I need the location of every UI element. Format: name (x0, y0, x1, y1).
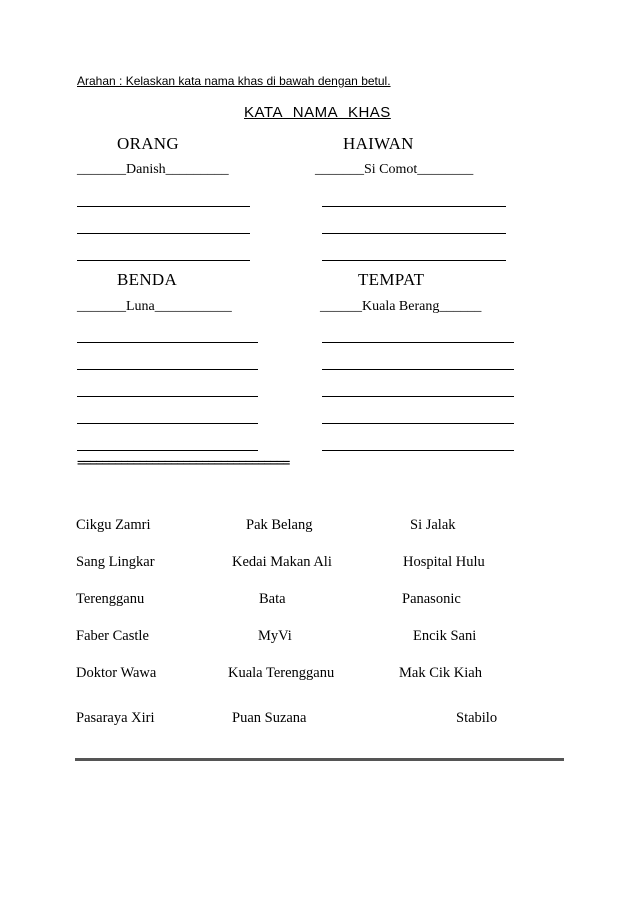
answer-line-tempat-2[interactable] (322, 369, 514, 370)
word-panasonic: Panasonic (402, 591, 461, 607)
example-haiwan-post: ________ (417, 162, 474, 177)
word-sang-lingkar: Sang Lingkar (76, 554, 155, 570)
answer-line-benda-4[interactable] (77, 423, 258, 424)
word-kuala-terengganu: Kuala Terengganu (228, 665, 335, 681)
answer-line-tempat-3[interactable] (322, 396, 514, 397)
word-cikgu-zamri: Cikgu Zamri (76, 517, 151, 533)
example-haiwan (315, 162, 473, 178)
answer-line-tempat-1[interactable] (322, 342, 514, 343)
heading-tempat: TEMPAT (358, 270, 425, 289)
example-orang (77, 162, 229, 178)
word-mak-cik-kiah: Mak Cik Kiah (399, 665, 482, 681)
example-orang-word: Danish (126, 162, 166, 177)
page-title: KATA NAMA KHAS (244, 104, 391, 121)
separator: ================================== (77, 456, 289, 471)
answer-line-haiwan-2[interactable] (322, 233, 506, 234)
word-myvi: MyVi (258, 628, 292, 644)
example-tempat-post: ______ (439, 299, 482, 314)
answer-line-orang-1[interactable] (77, 206, 250, 207)
instruction-text: Arahan : Kelaskan kata nama khas di bawah dengan betul. (77, 74, 391, 88)
word-terengganu: Terengganu (76, 591, 145, 607)
word-bata: Bata (259, 591, 286, 607)
word-pasaraya-xiri: Pasaraya Xiri (76, 710, 155, 726)
answer-line-benda-5[interactable] (77, 450, 258, 451)
answer-line-tempat-4[interactable] (322, 423, 514, 424)
example-orang-post: _________ (165, 162, 229, 177)
example-orang-pre: _______ (77, 162, 126, 177)
answer-line-orang-3[interactable] (77, 260, 250, 261)
example-haiwan-pre: _______ (315, 162, 364, 177)
example-tempat-word: Kuala Berang (362, 299, 440, 314)
word-faber-castle: Faber Castle (76, 628, 149, 644)
heading-orang: ORANG (117, 134, 179, 153)
example-benda-word: Luna (126, 299, 155, 314)
answer-line-benda-3[interactable] (77, 396, 258, 397)
example-benda-pre: _______ (77, 299, 126, 314)
word-si-jalak: Si Jalak (410, 517, 456, 533)
answer-line-haiwan-1[interactable] (322, 206, 506, 207)
heading-haiwan: HAIWAN (343, 134, 414, 153)
example-tempat-pre: ______ (320, 299, 362, 314)
example-tempat (320, 299, 481, 315)
answer-line-benda-2[interactable] (77, 369, 258, 370)
example-benda-post: ___________ (154, 299, 232, 314)
bottom-divider (75, 758, 564, 761)
answer-line-orang-2[interactable] (77, 233, 250, 234)
word-hospital-hulu: Hospital Hulu (403, 554, 485, 570)
word-stabilo: Stabilo (456, 710, 498, 726)
heading-benda: BENDA (117, 270, 178, 289)
word-encik-sani: Encik Sani (413, 628, 477, 644)
word-puan-suzana: Puan Suzana (232, 710, 307, 726)
answer-line-haiwan-3[interactable] (322, 260, 506, 261)
word-kedai-makan-ali: Kedai Makan Ali (232, 554, 332, 570)
example-benda (77, 299, 232, 315)
example-haiwan-word: Si Comot (364, 162, 418, 177)
answer-line-benda-1[interactable] (77, 342, 258, 343)
word-pak-belang: Pak Belang (246, 517, 313, 533)
word-doktor-wawa: Doktor Wawa (76, 665, 157, 681)
answer-line-tempat-5[interactable] (322, 450, 514, 451)
